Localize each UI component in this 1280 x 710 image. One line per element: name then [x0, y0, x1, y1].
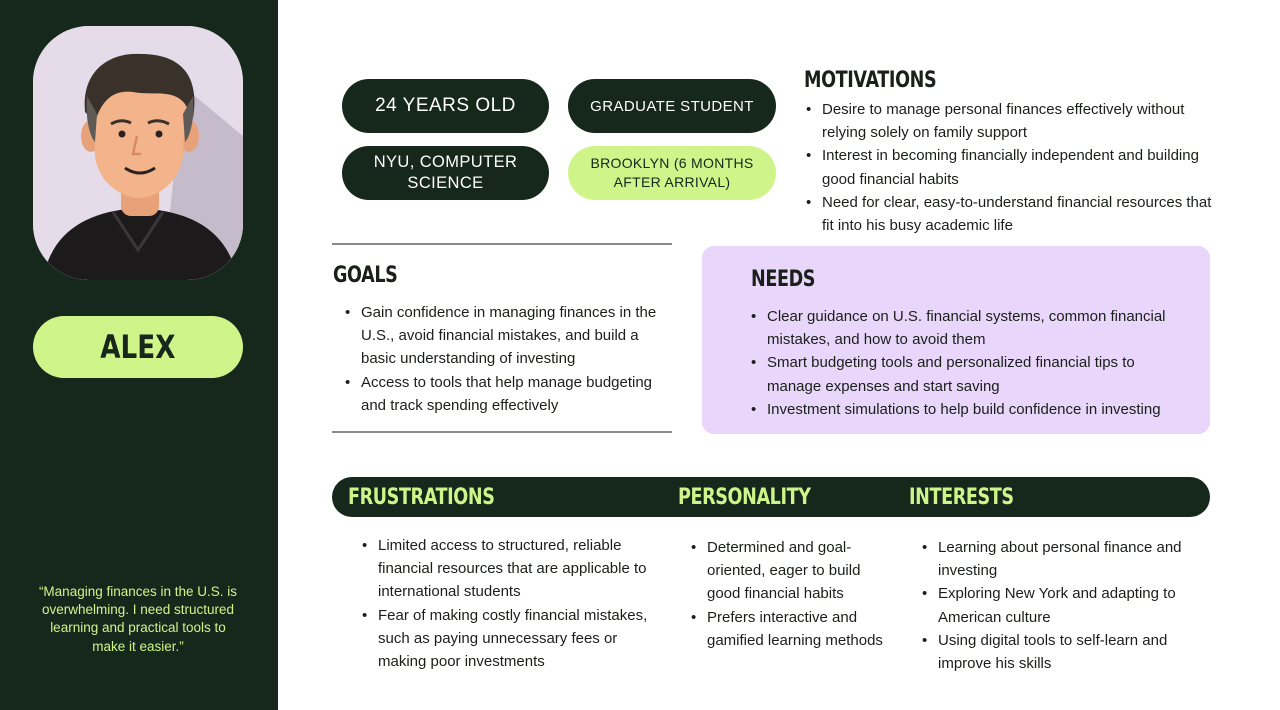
interests-heading: INTERESTS: [909, 485, 1014, 510]
motivations-heading: MOTIVATIONS: [804, 68, 937, 93]
frustrations-heading: FRUSTRATIONS: [348, 485, 495, 510]
personality-list: [691, 536, 891, 652]
list-item: • Smart budgeting tools and personalized financial tips to manage expenses and start saving: [751, 351, 1191, 397]
persona-quote: “Managing finances in the U.S. is overwhelming. I need structured learning and practical tools to make it easier.”: [38, 584, 238, 654]
location-tag: [568, 146, 776, 200]
persona-name: ALEX: [100, 328, 176, 366]
goals-top-divider: [332, 243, 672, 245]
list-item: • Access to tools that help manage budgeting and track spending effectively: [345, 371, 675, 417]
avatar-illustration: [33, 26, 243, 280]
list-item: • Gain confidence in managing finances in the U.S., avoid financial mistakes, and build a basic understanding of investing: [345, 301, 675, 371]
list-item: • Limited access to structured, reliable financial resources that are applicable to international students: [362, 534, 652, 604]
list-item: • Desire to manage personal finances effectively without relying solely on family support: [806, 98, 1226, 144]
frustrations-list: [362, 534, 652, 673]
list-item: • Fear of making costly financial mistakes, such as paying unnecessary fees or making poor investments: [362, 604, 652, 674]
age-tag-label: 24 YEARS OLD: [375, 95, 516, 116]
school-tag: [342, 146, 549, 200]
needs-heading: NEEDS: [751, 267, 816, 292]
role-tag: [568, 79, 776, 133]
list-item: • Need for clear, easy-to-understand financial resources that fit into his busy academic life: [806, 191, 1226, 237]
motivations-list: [806, 98, 1226, 237]
list-item: • Clear guidance on U.S. financial systems, common financial mistakes, and how to avoid them: [751, 305, 1191, 351]
list-item: • Using digital tools to self-learn and improve his skills: [922, 629, 1212, 675]
interests-list: [922, 536, 1212, 675]
goals-bottom-divider: [332, 431, 672, 433]
role-tag-label: GRADUATE STUDENT: [590, 97, 754, 115]
avatar: [33, 26, 243, 280]
goals-heading: GOALS: [333, 263, 398, 288]
persona-sidebar: [0, 0, 278, 710]
list-item: • Investment simulations to help build confidence in investing: [751, 398, 1191, 421]
location-tag-label: BROOKLYN (6 MONTHS AFTER ARRIVAL): [590, 155, 754, 190]
persona-name-badge: [33, 316, 243, 378]
list-item: • Determined and goal-oriented, eager to build good financial habits: [691, 536, 891, 606]
list-item: • Interest in becoming financially independent and building good financial habits: [806, 144, 1226, 190]
goals-list: [345, 301, 675, 417]
list-item: • Learning about personal finance and investing: [922, 536, 1212, 582]
age-tag: [342, 79, 549, 133]
school-tag-label: NYU, COMPUTER SCIENCE: [373, 153, 518, 192]
section-header-bar: [332, 477, 1210, 517]
list-item: • Exploring New York and adapting to American culture: [922, 582, 1212, 628]
needs-list: [751, 305, 1191, 421]
list-item: • Prefers interactive and gamified learning methods: [691, 606, 891, 652]
personality-heading: PERSONALITY: [678, 485, 811, 510]
